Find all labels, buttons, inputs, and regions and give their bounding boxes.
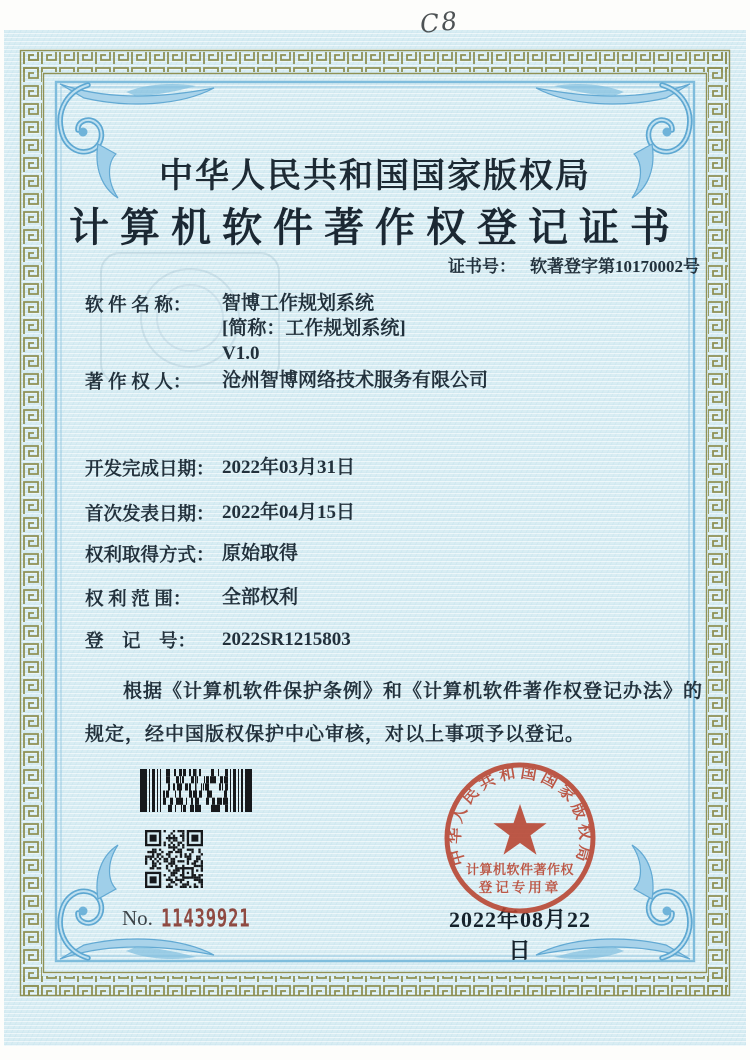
field-value: 全部权利: [222, 587, 299, 608]
field-dev-complete-date: [85, 455, 355, 481]
field-value: 2022年04月15日: [222, 502, 356, 523]
handwritten-mark: C8: [418, 6, 461, 39]
software-name-line2: [简称：工作规划系统]: [222, 318, 406, 339]
field-label: 著 作 权 人：: [85, 373, 192, 393]
field-label: 权利取得方式：: [85, 546, 215, 566]
seal-text-line1: 计算机软件著作权: [465, 862, 575, 877]
software-name-line3: V1.0: [222, 343, 260, 364]
field-value: 2022SR1215803: [222, 629, 351, 650]
qr-code: [145, 830, 203, 888]
field-label: 开发完成日期：: [85, 460, 215, 480]
pdf417-barcode: [140, 769, 252, 812]
field-value: 2022年03月31日: [222, 457, 356, 478]
certificate-title: 计算机软件著作权登记证书: [69, 205, 681, 250]
statement-line2: 规定，经中国版权保护中心审核，对以上事项予以登记。: [85, 724, 586, 745]
official-seal: [440, 758, 600, 918]
field-software-name: [85, 291, 406, 366]
cert-no-label: 证书号：: [448, 257, 516, 276]
field-copyright-owner: [85, 368, 488, 394]
field-label: 首次发表日期：: [85, 505, 215, 525]
field-registration-number: [85, 627, 351, 653]
seal-ring-text: 中华人民共和国国家版权局: [446, 764, 594, 868]
certificate-number: [448, 252, 700, 277]
field-value: 原始取得: [222, 543, 299, 564]
field-label: 登 记 号：: [85, 632, 197, 652]
software-name-line1: 智博工作规划系统: [222, 293, 375, 314]
serial-digits: 11439921: [160, 903, 251, 933]
statement-line1: 根据《计算机软件保护条例》和《计算机软件著作权登记办法》的: [123, 681, 704, 702]
field-value: 沧州智博网络技术服务有限公司: [222, 370, 489, 391]
field-label: 软 件 名 称：: [85, 296, 192, 316]
cert-no-value: 软著登字第10170002号: [530, 257, 700, 276]
serial-number: [122, 903, 270, 933]
seal-text-line2: 登记专用章: [478, 880, 562, 895]
issuing-authority: 中华人民共和国国家版权局: [159, 158, 591, 195]
field-value: [222, 291, 406, 366]
issue-date: 2022年08月22日: [448, 907, 591, 963]
field-label: 权 利 范 围：: [85, 590, 192, 610]
field-rights-scope: [85, 585, 298, 611]
seal-star: [493, 804, 546, 855]
serial-prefix: No.: [122, 906, 153, 930]
field-rights-acquisition: [85, 541, 298, 567]
field-first-publish-date: [85, 500, 355, 526]
